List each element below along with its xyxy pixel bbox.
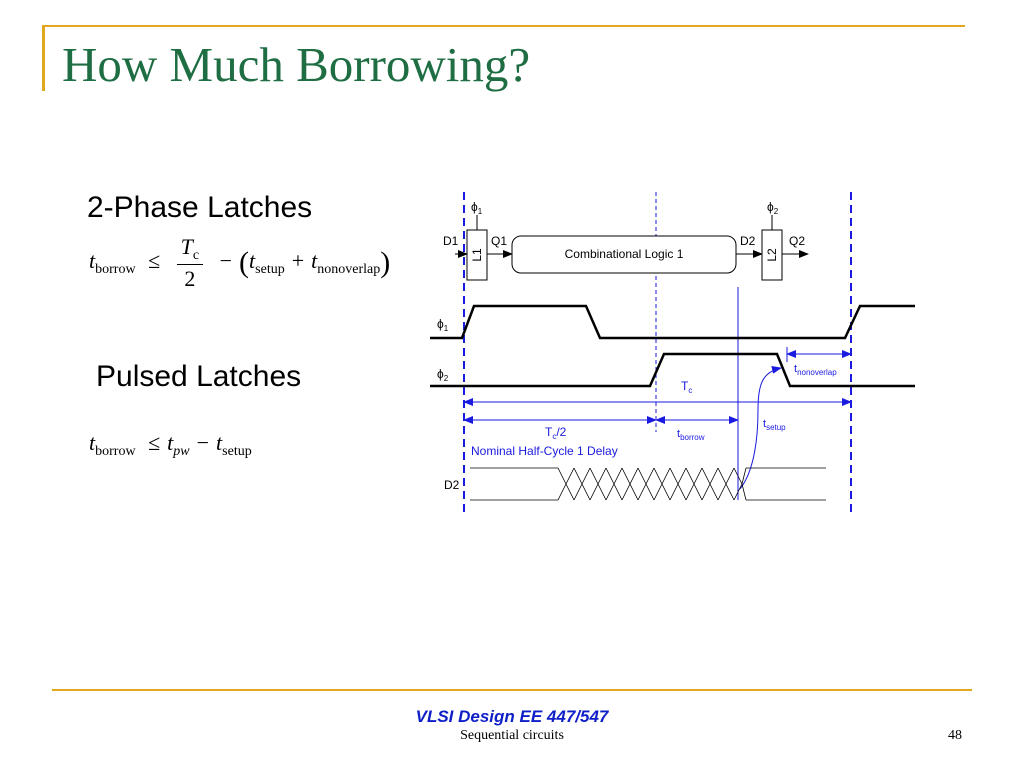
eq2-lhs-variable: t [89, 430, 96, 455]
eq1-minus: − [219, 248, 233, 274]
eq1-numerator-variable: T [180, 234, 193, 259]
eq1-lhs-subscript: borrow [95, 262, 136, 278]
eq1-right-paren: ) [380, 246, 391, 280]
slide-title: How Much Borrowing? [62, 37, 531, 92]
eq2-relation: ≤ [148, 430, 161, 455]
d1-label: D1 [443, 234, 459, 248]
eq1-left-paren: ( [239, 246, 250, 280]
phi1-clock-label-top: $\phi_1$ [471, 200, 483, 216]
eq2-term2-variable: t [216, 430, 223, 455]
eq1-term2-variable: t [311, 248, 318, 274]
t-nonoverlap-label: $t_{nonoverlap}$ [794, 363, 837, 377]
q1-label: Q1 [491, 234, 508, 248]
phi2-wave-label: $\phi_2$ [437, 367, 449, 383]
latch-l2-label: L2 [765, 248, 779, 262]
eq1-relation: ≤ [148, 248, 161, 274]
eq1-denominator: 2 [184, 266, 196, 291]
eq2-term1-subscript: pw [173, 444, 190, 459]
combinational-logic-label: Combinational Logic 1 [564, 247, 684, 261]
d2-label: D2 [740, 234, 756, 248]
eq1-plus: + [291, 248, 305, 274]
d2-wave-label: D2 [444, 478, 460, 492]
eq1-term2-subscript: nonoverlap [317, 262, 381, 278]
section-pulsed-latches: Pulsed Latches [96, 360, 302, 393]
section-two-phase-latches: 2-Phase Latches [87, 191, 313, 224]
footer-course-title: VLSI Design EE 447/547 [415, 707, 609, 726]
t-setup-label: $t_{setup}$ [763, 418, 786, 432]
eq2-lhs-subscript: borrow [95, 444, 136, 459]
phi2-clock-label-top: $\phi_2$ [767, 200, 779, 216]
nominal-delay-label: Nominal Half-Cycle 1 Delay [471, 444, 618, 458]
eq1-numerator-subscript: c [192, 248, 200, 263]
phi1-wave-label: $\phi_1$ [437, 317, 449, 333]
eq1-term1-variable: t [249, 248, 256, 274]
phi2-waveform [430, 354, 915, 386]
footer-topic: Sequential circuits [460, 728, 564, 743]
t-borrow-label: $t_{borrow}$ [677, 428, 705, 442]
q2-label: Q2 [789, 234, 806, 248]
d2-waveform [470, 468, 826, 500]
latch-l1-label: L1 [470, 248, 484, 262]
eq1-lhs-variable: t [89, 248, 96, 274]
eq1-term1-subscript: setup [255, 262, 285, 278]
page-number: 48 [948, 728, 962, 743]
eq2-term1-variable: t [167, 430, 174, 455]
tc-label: $T_c$ [681, 379, 693, 395]
eq2-term2-subscript: setup [222, 444, 252, 459]
phi1-waveform [430, 306, 915, 338]
eq2-minus: − [196, 430, 210, 455]
tc-half-label: $T_c/2$ [545, 425, 567, 441]
